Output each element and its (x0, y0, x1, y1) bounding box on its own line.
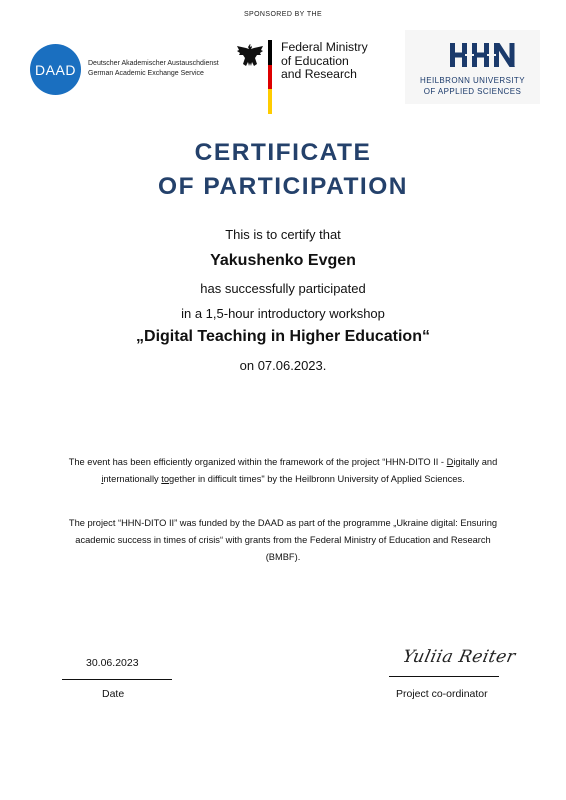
underlined-d: D (446, 457, 454, 467)
event-date: on 07.06.2023. (239, 358, 327, 373)
workshop-title: „Digital Teaching in Higher Education“ (136, 328, 430, 345)
underlined-i: i (101, 474, 104, 484)
underlined-to: to (161, 474, 170, 484)
daad-name-de: Deutscher Akademischer Austauschdienst (88, 60, 219, 67)
hhn-name (405, 75, 540, 97)
bmbf-name (281, 41, 368, 82)
sponsored-label: SPONSORED BY THE (243, 11, 323, 18)
paragraph-funding: The project “HHN-DITO II” was funded by the DAAD as part of the programme „Ukraine digital: Ensuring academic success in times of crisis“ with grants from the Federal Ministry of Education and Research (BMBF). (68, 518, 498, 562)
coordinator-signature-line (389, 676, 499, 677)
certificate-title (0, 136, 566, 204)
paragraph-event-part-b: igitally and (453, 457, 498, 467)
bmbf-line-2: of Education (281, 53, 349, 68)
daad-logo (30, 44, 81, 95)
daad-name-en: German Academic Exchange Service (88, 70, 204, 77)
hhn-line-1: HEILBRONN UNIVERSITY (420, 76, 525, 85)
title-line-2: OF PARTICIPATION (158, 173, 408, 200)
daad-name (88, 59, 219, 79)
coordinator-label: Project co-ordinator (396, 688, 488, 700)
certify-text: This is to certify that (225, 227, 341, 242)
eagle-icon (236, 42, 264, 68)
bmbf-line-1: Federal Ministry (281, 40, 368, 54)
paragraph-event-end: gether in difficult times" by the Heilbronn University of Applied Sciences. (169, 474, 465, 484)
hhn-line-2: OF APPLIED SCIENCES (423, 87, 522, 96)
paragraph-event (60, 454, 506, 488)
paragraph-event-start: The event has been efficiently organized within the framework of the project “HHN-DITO II - (68, 457, 445, 467)
workshop-intro: in a 1,5-hour introductory workshop (181, 306, 385, 321)
signature: Yuliia Reiter (400, 647, 518, 667)
hhn-logo-icon (450, 43, 528, 67)
date-label: Date (102, 688, 125, 700)
daad-logo-text: DAAD (35, 61, 76, 78)
german-flag (268, 40, 272, 114)
date-value: 30.06.2023 (86, 657, 139, 669)
participated-text: has successfully participated (200, 281, 366, 296)
title-line-1: CERTIFICATE (194, 139, 372, 166)
bmbf-line-3: and Research (281, 67, 357, 81)
date-signature-line (62, 679, 172, 680)
paragraph-event-part-c: nternationally (103, 474, 162, 484)
participant-name: Yakushenko Evgen (210, 252, 356, 269)
